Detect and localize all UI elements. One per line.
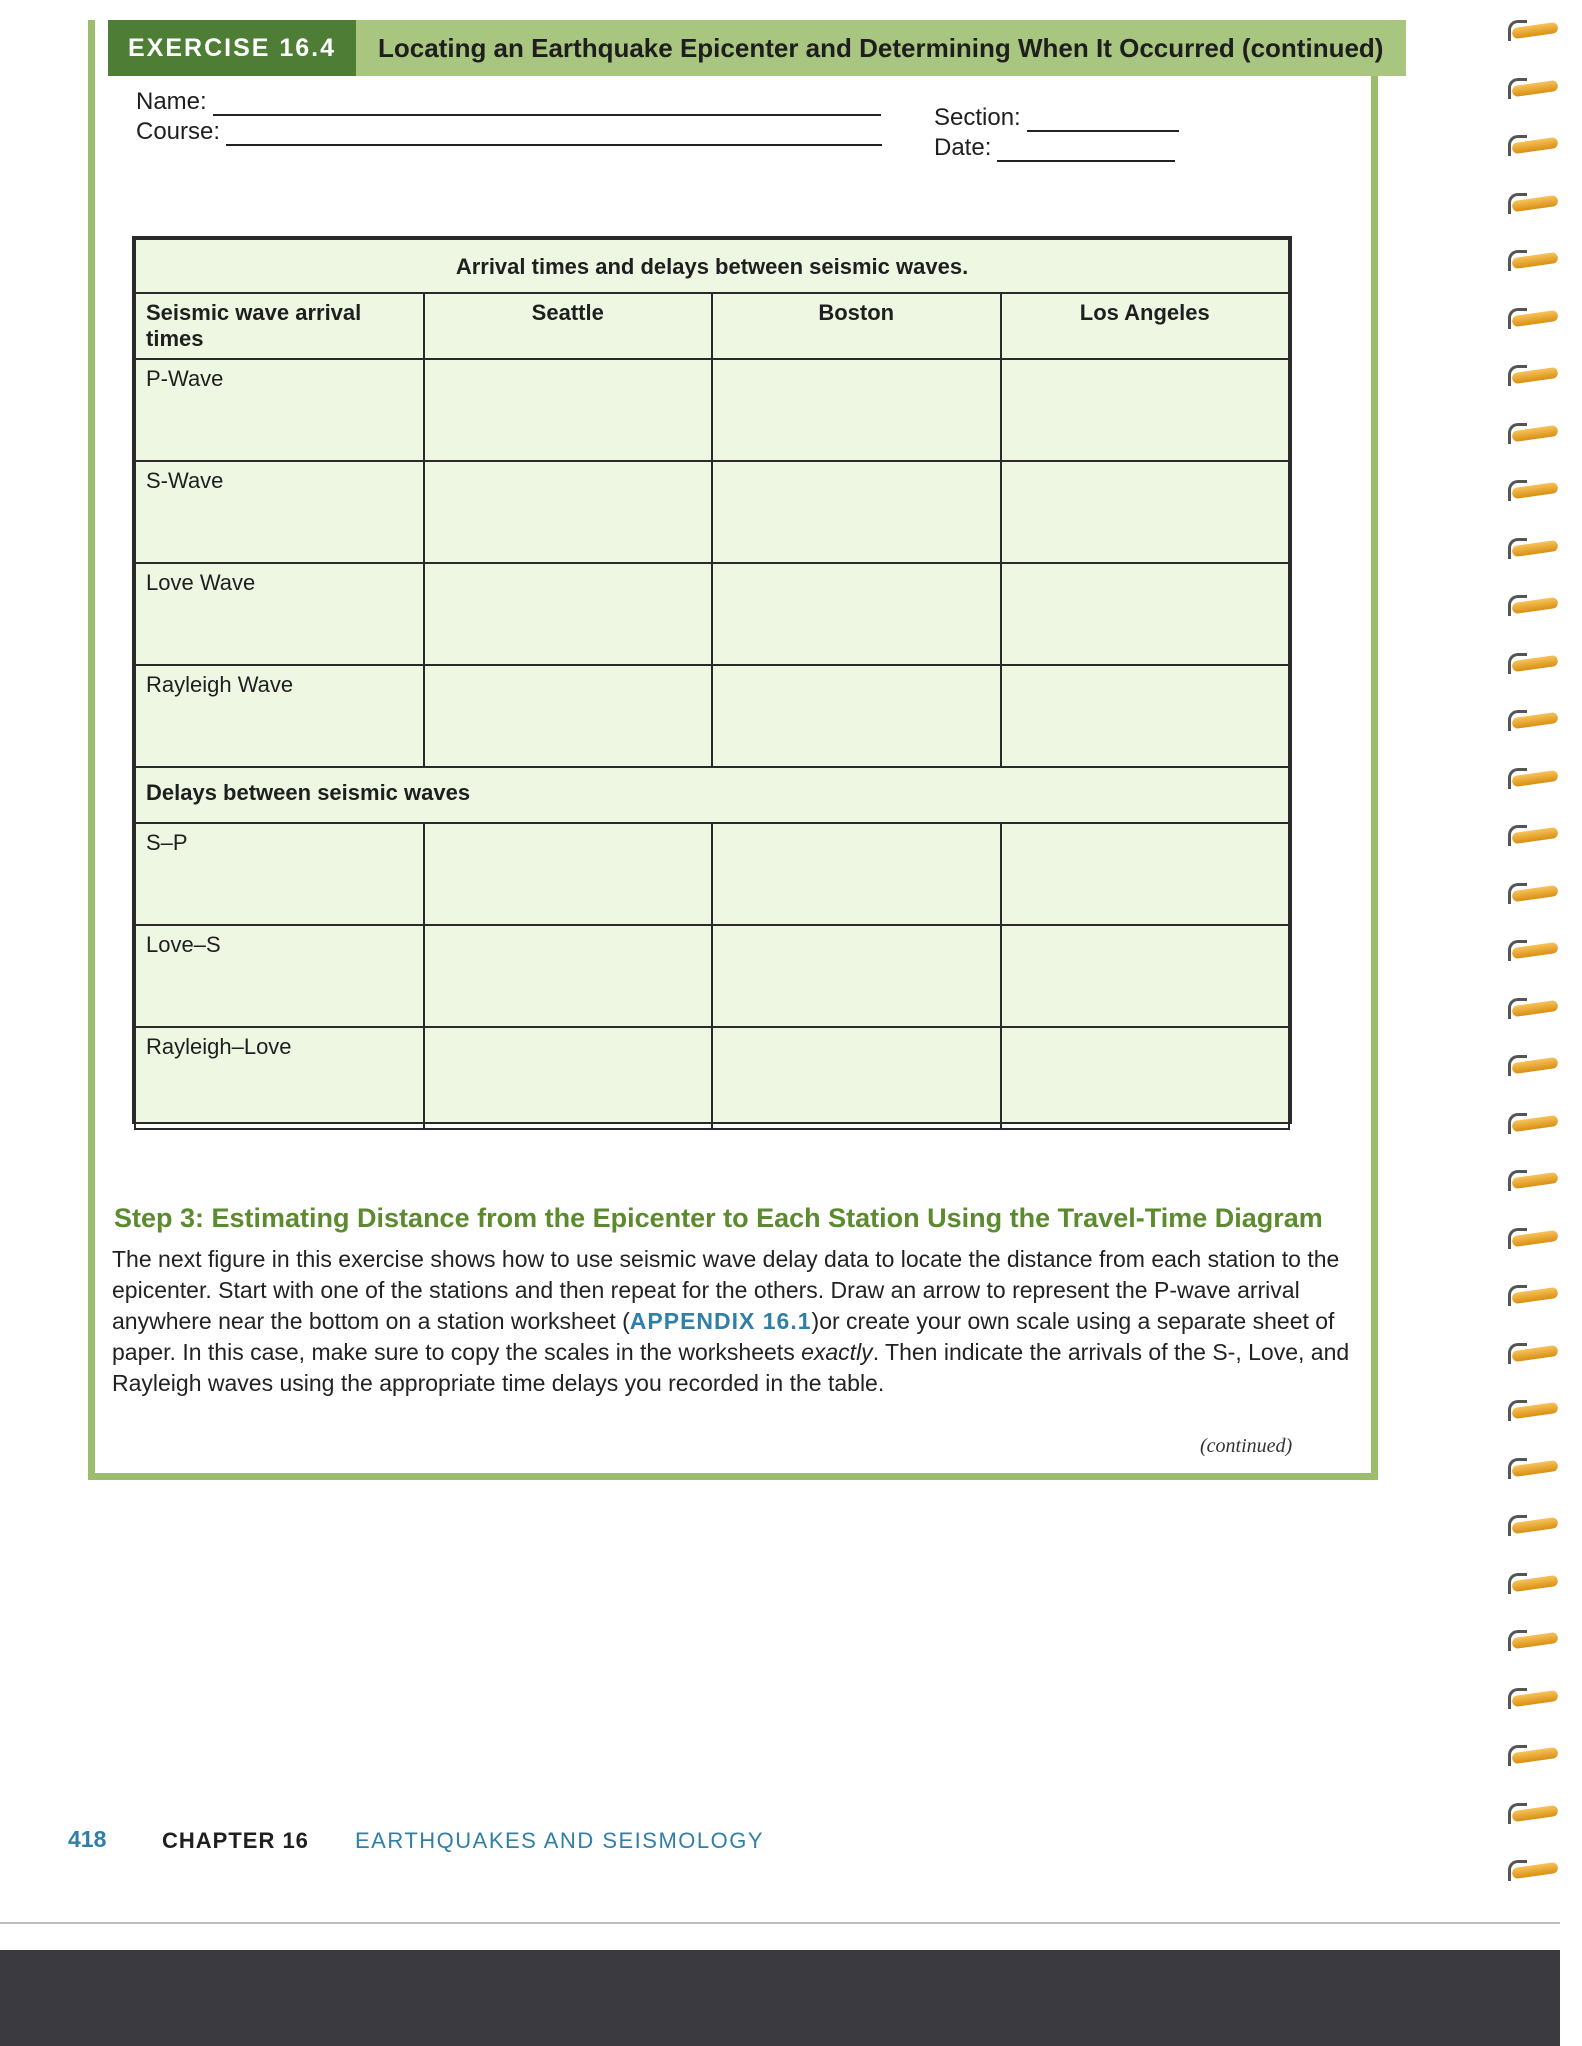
spiral-coil (1508, 595, 1560, 617)
table-row (135, 823, 1289, 925)
column-header-seattle: Seattle (424, 293, 713, 359)
spiral-coil (1508, 250, 1560, 272)
cell-ls-seattle[interactable] (424, 925, 713, 1027)
date-line[interactable] (997, 138, 1175, 162)
spiral-coil (1508, 998, 1560, 1020)
spiral-coil (1508, 423, 1560, 445)
spiral-coil (1508, 78, 1560, 100)
step3-title: Step 3: Estimating Distance from the Epicenter to Each Station Using the Travel-Time Diagram (114, 1203, 1323, 1233)
table-row (135, 461, 1289, 563)
chapter-title: EARTHQUAKES AND SEISMOLOGY (355, 1828, 765, 1853)
exercise-title: Locating an Earthquake Epicenter and Determining When It Occurred (continued) (378, 32, 1384, 63)
course-field (136, 118, 882, 146)
spiral-coil (1508, 768, 1560, 790)
spiral-coil (1508, 1170, 1560, 1192)
name-field (136, 88, 881, 116)
chapter-label: CHAPTER 16 (162, 1828, 309, 1853)
continued-note: (continued) (1200, 1435, 1293, 1457)
row-label-s-p: S–P (135, 823, 424, 925)
page-edge-line (0, 1922, 1560, 1924)
row-label-rayleigh-love: Rayleigh–Love (135, 1027, 424, 1129)
spiral-coil (1508, 1745, 1560, 1767)
spiral-binding (1508, 20, 1564, 1920)
spiral-coil (1508, 1458, 1560, 1480)
cell-rayleigh-los-angeles[interactable] (1001, 665, 1290, 767)
spiral-coil (1508, 825, 1560, 847)
cell-rl-seattle[interactable] (424, 1027, 713, 1129)
step3-text-b: )or create your own scale using a separate sheet of paper. In this case, make sure to copy the scales in the worksheets (112, 1308, 1335, 1365)
spiral-coil (1508, 480, 1560, 502)
spiral-coil (1508, 1400, 1560, 1422)
cell-rayleigh-seattle[interactable] (424, 665, 713, 767)
spiral-coil (1508, 1573, 1560, 1595)
spiral-coil (1508, 1285, 1560, 1307)
date-field (934, 134, 1175, 162)
spiral-coil (1508, 308, 1560, 330)
spiral-coil (1508, 1860, 1560, 1882)
row-label-love-wave: Love Wave (135, 563, 424, 665)
spiral-coil (1508, 365, 1560, 387)
spiral-coil (1508, 710, 1560, 732)
cell-sp-boston[interactable] (712, 823, 1001, 925)
row-label-rayleigh-wave: Rayleigh Wave (135, 665, 424, 767)
cell-love-seattle[interactable] (424, 563, 713, 665)
section-label: Section: (934, 104, 1021, 131)
cell-rl-los-angeles[interactable] (1001, 1027, 1290, 1129)
cell-rayleigh-boston[interactable] (712, 665, 1001, 767)
cell-p-seattle[interactable] (424, 359, 713, 461)
spiral-coil (1508, 1630, 1560, 1652)
exercise-label: EXERCISE 16.4 (108, 20, 356, 76)
cell-ls-boston[interactable] (712, 925, 1001, 1027)
row-label-s-wave: S-Wave (135, 461, 424, 563)
table-row (135, 665, 1289, 767)
cell-love-boston[interactable] (712, 563, 1001, 665)
spiral-coil (1508, 1113, 1560, 1135)
spiral-coil (1508, 135, 1560, 157)
cell-ls-los-angeles[interactable] (1001, 925, 1290, 1027)
cell-s-los-angeles[interactable] (1001, 461, 1290, 563)
spiral-coil (1508, 883, 1560, 905)
column-header-wave: Seismic wave arrival times (135, 293, 424, 359)
course-label: Course: (136, 118, 221, 145)
table-row (135, 1027, 1289, 1129)
appendix-reference[interactable]: APPENDIX 16.1 (629, 1308, 812, 1334)
spiral-coil (1508, 940, 1560, 962)
cell-p-los-angeles[interactable] (1001, 359, 1290, 461)
page-number: 418 (68, 1826, 107, 1852)
spiral-coil (1508, 653, 1560, 675)
spiral-coil (1508, 20, 1560, 42)
spiral-coil (1508, 538, 1560, 560)
cell-sp-seattle[interactable] (424, 823, 713, 925)
section-field (934, 104, 1179, 132)
delays-section-header: Delays between seismic waves (135, 767, 1289, 823)
arrival-delay-table (132, 236, 1292, 1124)
column-header-los-angeles: Los Angeles (1001, 293, 1290, 359)
spiral-coil (1508, 1688, 1560, 1710)
spiral-coil (1508, 1228, 1560, 1250)
spiral-coil (1508, 1515, 1560, 1537)
column-header-boston: Boston (712, 293, 1001, 359)
section-line[interactable] (1027, 108, 1179, 132)
spiral-coil (1508, 1055, 1560, 1077)
spiral-coil (1508, 1343, 1560, 1365)
course-line[interactable] (226, 122, 882, 146)
step3-text-a: The next figure in this exercise shows how to use seismic wave delay data to locate the distance from each station to the epicenter. Start with one of the stations and then repeat for the others. Draw an arrow to represent the P-wave arrival anywhere near the bottom on a station worksheet ( (112, 1246, 1340, 1334)
cell-p-boston[interactable] (712, 359, 1001, 461)
row-label-p-wave: P-Wave (135, 359, 424, 461)
spiral-coil (1508, 1803, 1560, 1825)
table-caption: Arrival times and delays between seismic waves. (135, 239, 1289, 293)
name-label: Name: (136, 88, 207, 115)
step3-paragraph (112, 1244, 1352, 1399)
cell-s-seattle[interactable] (424, 461, 713, 563)
cell-love-los-angeles[interactable] (1001, 563, 1290, 665)
cell-s-boston[interactable] (712, 461, 1001, 563)
scan-background-band (0, 1950, 1560, 2046)
row-label-love-s: Love–S (135, 925, 424, 1027)
table-row (135, 925, 1289, 1027)
cell-sp-los-angeles[interactable] (1001, 823, 1290, 925)
step3-text-c: . Then indicate the arrivals of the S-, Love, and Rayleigh waves using the appropriate time delays you recorded in the table. (112, 1339, 1350, 1396)
spiral-coil (1508, 193, 1560, 215)
table-row (135, 563, 1289, 665)
step3-emphasis: exactly (801, 1339, 873, 1365)
table-row (135, 359, 1289, 461)
name-line[interactable] (213, 92, 881, 116)
date-label: Date: (934, 134, 992, 161)
cell-rl-boston[interactable] (712, 1027, 1001, 1129)
